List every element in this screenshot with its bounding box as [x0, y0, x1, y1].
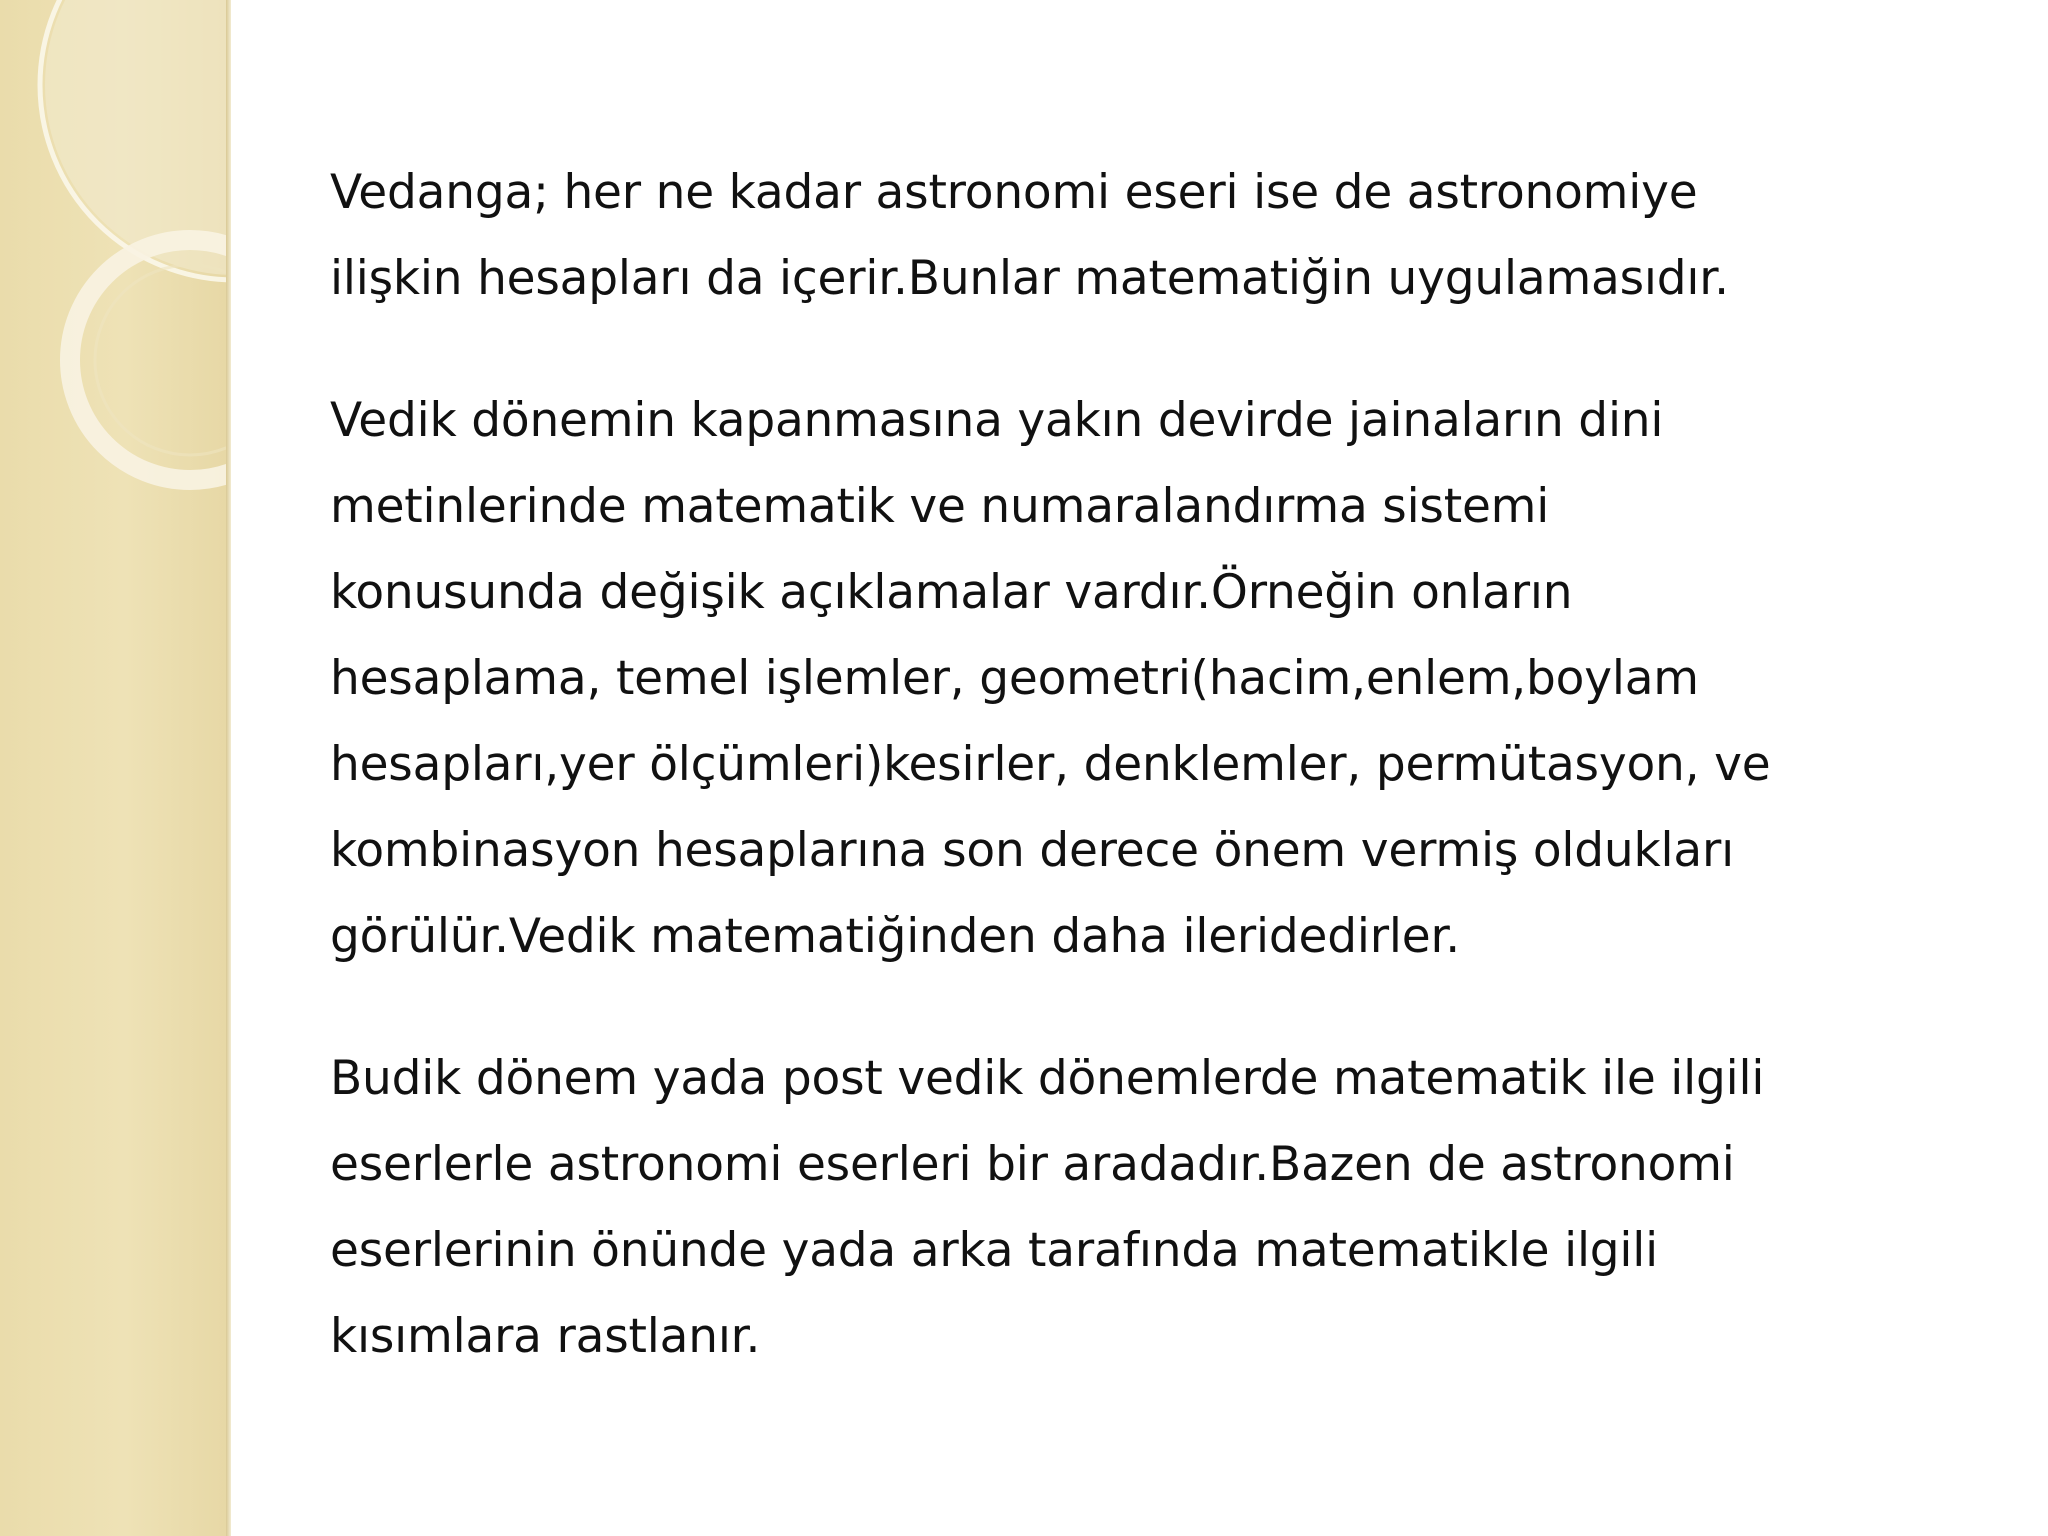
decorative-side-band	[0, 0, 226, 1536]
paragraph-budik-donem: Budik dönem yada post vedik dönemlerde matematik ile ilgili eserlerle astronomi eserleri bir aradadır.Bazen de astronomi eserlerinin önünde yada arka tarafında matematikle ilgili kısımlara rastlanır.	[330, 1051, 1765, 1364]
paragraph-vedik-donem: Vedik dönemin kapanmasına yakın devirde jainaların dini metinlerinde matematik ve numaralandırma sistemi konusunda değişik açıklamalar vardır.Örneğin onların hesaplama, temel işlemler, geometri(hacim,enlem,boylam hesapları,yer ölçümleri)kesirler, denklemler, permütasyon, ve kombinasyon hesaplarına son derece önem vermiş oldukları görülür.Vedik matematiğinden daha ileridedirler.	[330, 393, 1771, 964]
side-band-edge	[226, 0, 231, 1536]
paragraph-vedanga: Vedanga; her ne kadar astronomi eseri ise de astronomiye ilişkin hesapları da içerir.Bunlar matematiğin uygulamasıdır.	[330, 165, 1729, 306]
slide-body	[330, 150, 1990, 1380]
decorative-rings-icon	[0, 0, 226, 620]
